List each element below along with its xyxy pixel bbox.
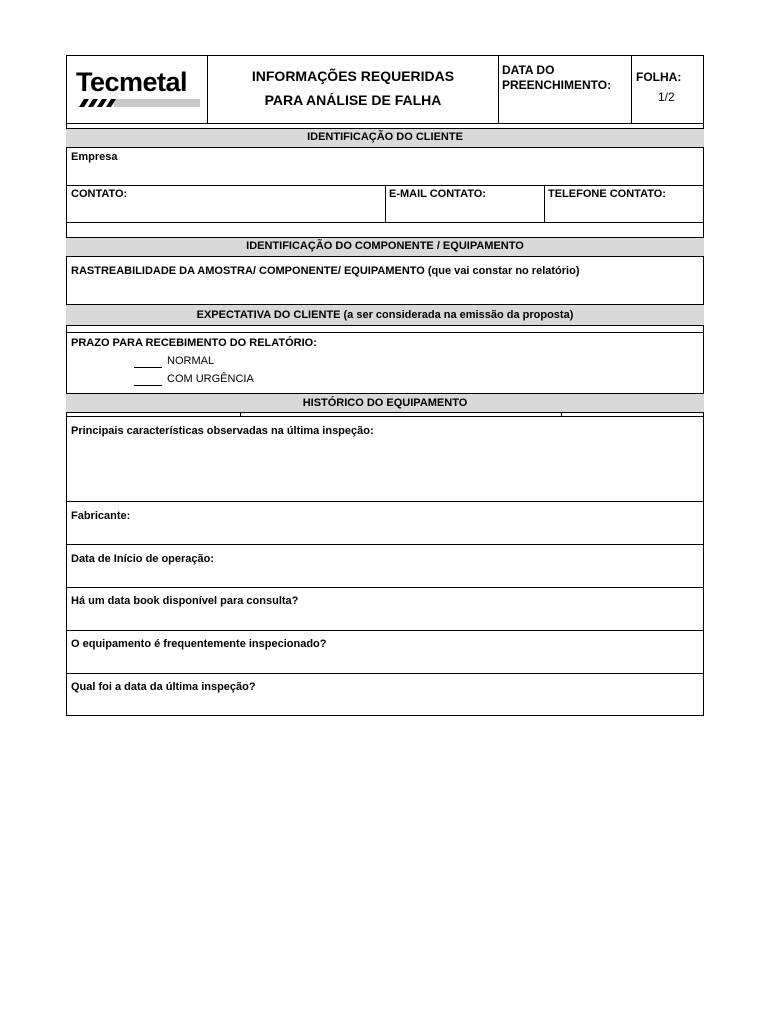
urgent-option-label: COM URGÊNCIA	[167, 373, 254, 385]
form-title-line2: PARA ANÁLISE DE FALHA	[264, 92, 442, 108]
logo-text: Tecmetal	[76, 67, 188, 97]
traceability-field-label: RASTREABILIDADE DA AMOSTRA/ COMPONENTE/ EQUIPAMENTO (que vai constar no relatório)	[71, 265, 580, 277]
history-section-title: HISTÓRICO DO EQUIPAMENTO	[302, 397, 468, 409]
phone-field-label: TELEFONE CONTATO:	[548, 188, 666, 200]
sheet-label: FOLHA:	[636, 70, 682, 84]
normal-option-blank[interactable]	[134, 367, 162, 368]
form-title-line1: INFORMAÇÕES REQUERIDAS	[251, 68, 455, 84]
contact-field-label: CONTATO:	[71, 188, 128, 200]
company-logo	[76, 67, 200, 111]
sheet-value: 1/2	[658, 90, 675, 104]
component-section-title: IDENTIFICAÇÃO DO COMPONENTE / EQUIPAMENTO	[246, 240, 524, 252]
urgent-option-blank[interactable]	[134, 385, 162, 386]
failure-analysis-form	[66, 55, 704, 716]
client-section-title: IDENTIFICAÇÃO DO CLIENTE	[307, 131, 463, 143]
logo-stripes-icon	[76, 97, 200, 109]
date-label-line2: PREENCHIMENTO:	[502, 78, 612, 92]
data-book-question: Há um data book disponível para consulta?	[71, 595, 299, 607]
manufacturer-question: Fabricante:	[71, 510, 131, 522]
last-inspection-question: Qual foi a data da última inspeção?	[71, 681, 256, 693]
date-label-line1: DATA DO	[502, 63, 555, 77]
characteristics-question: Principais características observadas na última inspeção:	[71, 425, 374, 437]
expectation-section-title: EXPECTATIVA DO CLIENTE (a ser considerada na emissão da proposta)	[196, 309, 574, 321]
inspected-question: O equipamento é frequentemente inspecionado?	[71, 638, 327, 650]
start-date-question: Data de Início de operação:	[71, 553, 215, 565]
deadline-label: PRAZO PARA RECEBIMENTO DO RELATÓRIO:	[71, 337, 317, 349]
normal-option-label: NORMAL	[167, 355, 215, 367]
company-field-label: Empresa	[71, 151, 118, 163]
email-field-label: E-MAIL CONTATO:	[389, 188, 486, 200]
